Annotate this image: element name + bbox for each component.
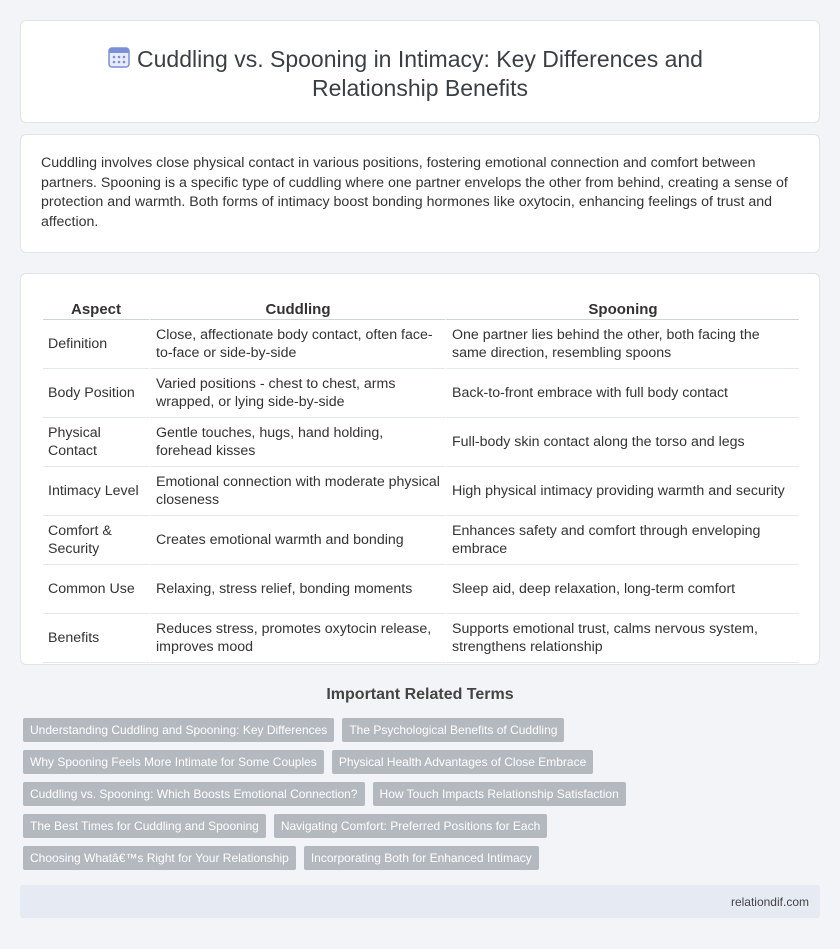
cell-cuddling: Gentle touches, hugs, hand holding, forehead kisses [149, 418, 445, 467]
header-card [20, 20, 820, 123]
header-spooning: Spooning [445, 295, 799, 320]
table-header-row [43, 295, 799, 320]
table-row [43, 320, 799, 369]
related-term-tag[interactable]: Understanding Cuddling and Spooning: Key Differences [23, 718, 334, 742]
footer-site[interactable]: relationdif.com [730, 895, 809, 909]
related-term-tag[interactable]: Choosing Whatâ€™s Right for Your Relationship [23, 846, 296, 870]
intro-text: Cuddling involves close physical contact in various positions, fostering emotional connection and comfort between partners. Spooning is a specific type of cuddling where one partner envelops the other from behind, creating a sense of protection and warmth. Both forms of intimacy boost bonding hormones like oxytocin, enhancing feelings of trust and affection. [41, 155, 788, 230]
cell-spooning: One partner lies behind the other, both facing the same direction, resembling spoons [445, 320, 799, 369]
cell-cuddling: Emotional connection with moderate physical closeness [149, 467, 445, 516]
table-row [43, 614, 799, 663]
related-term-tag[interactable]: Physical Health Advantages of Close Embrace [332, 750, 593, 774]
cell-spooning: Back-to-front embrace with full body contact [445, 369, 799, 418]
cell-cuddling: Relaxing, stress relief, bonding moments [149, 565, 445, 614]
cell-spooning: Enhances safety and comfort through enveloping embrace [445, 516, 799, 565]
page-title-line2: Relationship Benefits [311, 75, 529, 101]
cell-aspect: Body Position [43, 369, 149, 418]
cell-aspect: Comfort & Security [43, 516, 149, 565]
related-term-tag[interactable]: Cuddling vs. Spooning: Which Boosts Emotional Connection? [23, 782, 365, 806]
page-title-line1: Cuddling vs. Spooning in Intimacy: Key Differences and [137, 46, 703, 72]
cell-spooning: High physical intimacy providing warmth and security [445, 467, 799, 516]
cell-cuddling: Reduces stress, promotes oxytocin release, improves mood [149, 614, 445, 663]
header-cuddling: Cuddling [149, 295, 445, 320]
page-title [97, 45, 743, 103]
related-term-tag[interactable]: Incorporating Both for Enhanced Intimacy [304, 846, 539, 870]
cell-aspect: Benefits [43, 614, 149, 663]
cell-spooning: Supports emotional trust, calms nervous system, strengthens relationship [445, 614, 799, 663]
footer [20, 885, 820, 918]
intro-card [20, 134, 820, 253]
cell-aspect: Physical Contact [43, 418, 149, 467]
cell-aspect: Definition [43, 320, 149, 369]
table-row [43, 418, 799, 467]
cell-spooning: Sleep aid, deep relaxation, long-term comfort [445, 565, 799, 614]
cell-aspect: Intimacy Level [43, 467, 149, 516]
table-row [43, 369, 799, 418]
cell-spooning: Full-body skin contact along the torso and legs [445, 418, 799, 467]
cell-cuddling: Varied positions - chest to chest, arms wrapped, or lying side-by-side [149, 369, 445, 418]
cell-cuddling: Close, affectionate body contact, often face-to-face or side-by-side [149, 320, 445, 369]
related-term-tag[interactable]: Why Spooning Feels More Intimate for Some Couples [23, 750, 324, 774]
comparison-table-card [20, 273, 820, 665]
cell-cuddling: Creates emotional warmth and bonding [149, 516, 445, 565]
table-row [43, 467, 799, 516]
related-term-tag[interactable]: The Best Times for Cuddling and Spooning [23, 814, 266, 838]
header-aspect: Aspect [43, 295, 149, 320]
table-row [43, 516, 799, 565]
cell-aspect: Common Use [43, 565, 149, 614]
related-term-tag[interactable]: Navigating Comfort: Preferred Positions for Each [274, 814, 547, 838]
comparison-table [43, 295, 799, 663]
related-terms-list [23, 718, 813, 878]
related-terms-title: Important Related Terms [326, 686, 514, 703]
related-term-tag[interactable]: The Psychological Benefits of Cuddling [342, 718, 564, 742]
table-row [43, 565, 799, 614]
related-term-tag[interactable]: How Touch Impacts Relationship Satisfaction [373, 782, 626, 806]
